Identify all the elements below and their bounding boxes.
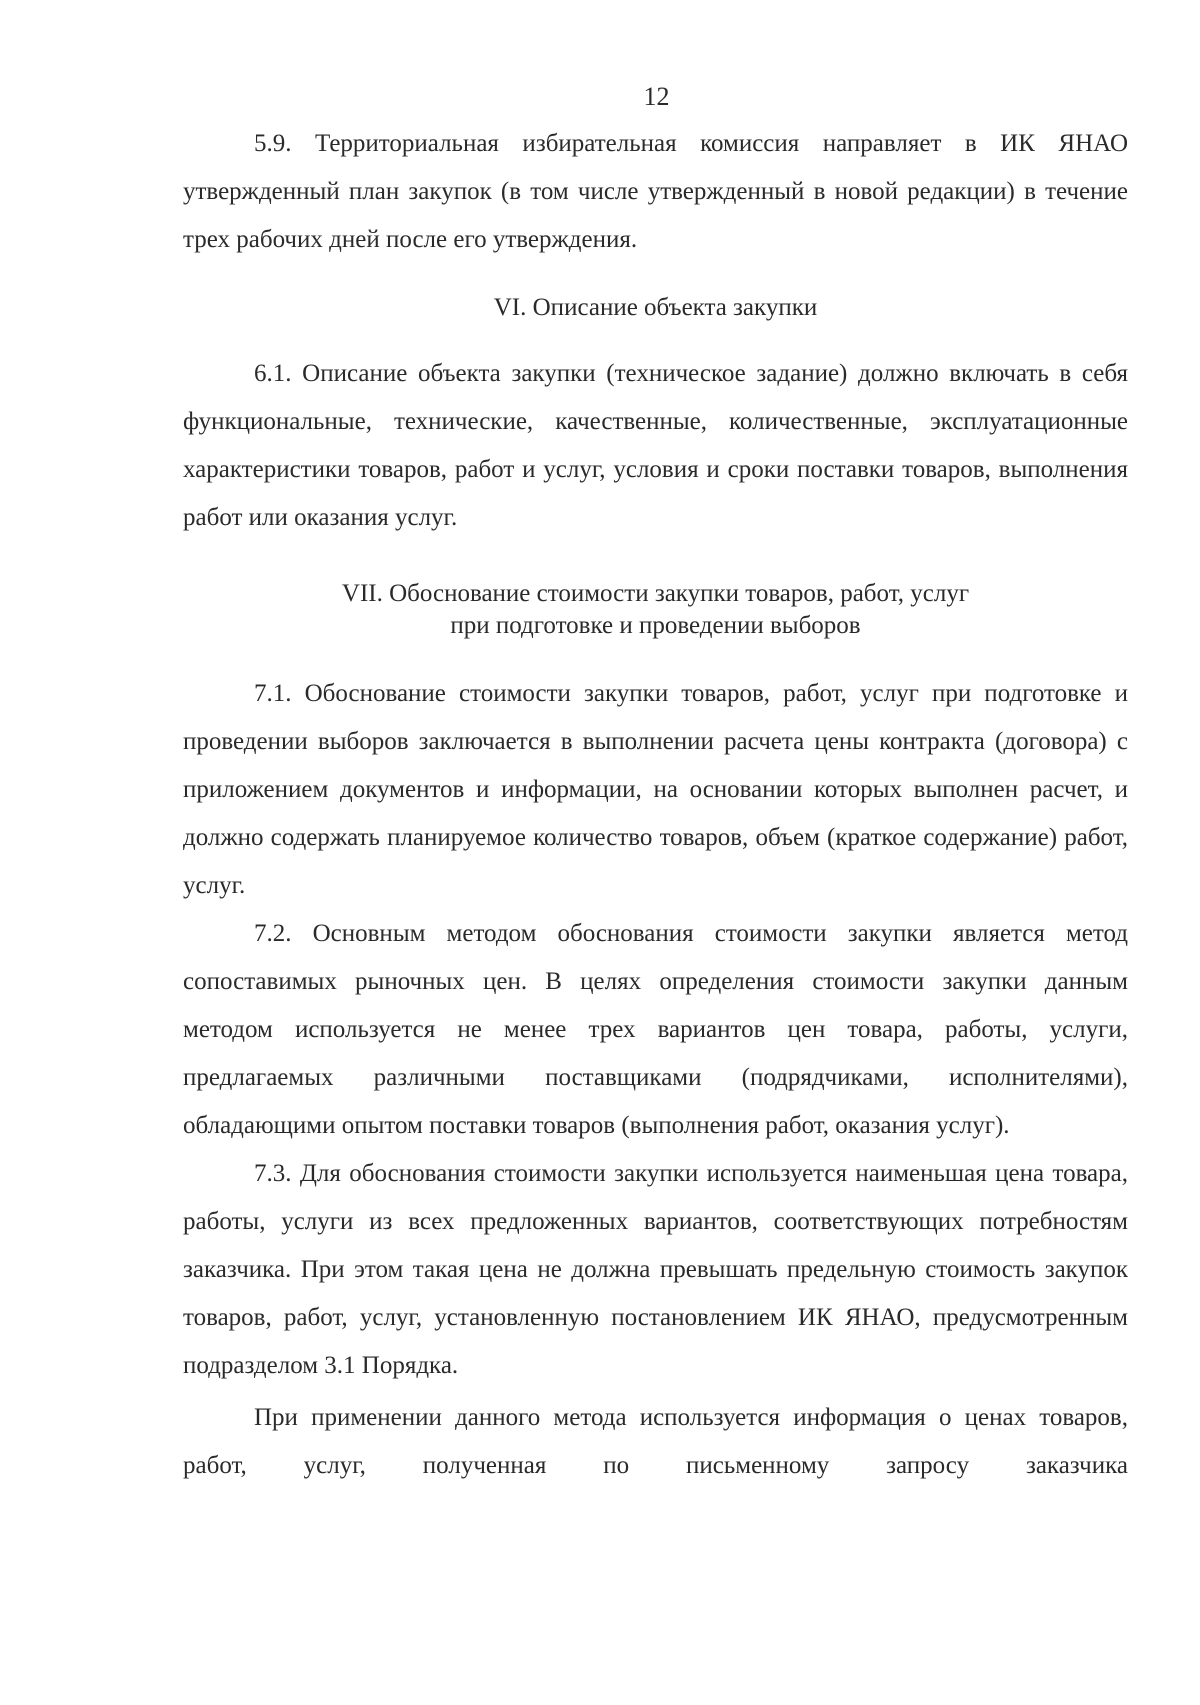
section-7-heading-line-1: VII. Обоснование стоимости закупки товаров, работ, услуг [341,580,970,607]
paragraph-7-3-continuation: При применении данного метода используется информация о ценах товаров, работ, услуг, полученная по письменному запросу заказчика [183,1404,1128,1479]
paragraph-5-9: 5.9. Территориальная избирательная комиссия направляет в ИК ЯНАО утвержденный план закупок (в том числе утвержденный в новой редакции) в течение трех рабочих дней после его утверждения. [183,130,1128,253]
paragraph-7-1: 7.1. Обоснование стоимости закупки товаров, работ, услуг при подготовке и проведении выборов заключается в выполнении расчета цены контракта (договора) с приложением документов и информации, на основании которых выполнен расчет, и должно содержать планируемое количество товаров, объем (краткое содержание) работ, услуг. [183,680,1128,899]
page-number: 12 [643,82,670,111]
section-7-heading-line-2: при подготовке и проведении выборов [450,612,861,639]
section-7-heading [183,578,1128,642]
section-6-heading: VI. Описание объекта закупки [493,294,818,321]
paragraph-7-2: 7.2. Основным методом обоснования стоимости закупки является метод сопоставимых рыночных цен. В целях определения стоимости закупки данным методом используется не менее трех вариантов цен товара, работы, услуги, предлагаемых различными поставщиками (подрядчиками, исполнителями), обладающими опытом поставки товаров (выполнения работ, оказания услуг). [183,920,1128,1139]
paragraph-6-1: 6.1. Описание объекта закупки (техническое задание) должно включать в себя функциональные, технические, качественные, количественные, эксплуатационные характеристики товаров, работ и услуг, условия и сроки поставки товаров, выполнения работ или оказания услуг. [183,360,1128,531]
paragraph-7-3: 7.3. Для обоснования стоимости закупки используется наименьшая цена товара, работы, услуги из всех предложенных вариантов, соответствующих потребностям заказчика. При этом такая цена не должна превышать предельную стоимость закупок товаров, работ, услуг, установленную постановлением ИК ЯНАО, предусмотренным подразделом 3.1 Порядка. [183,1160,1128,1379]
document-body [183,120,1128,1490]
